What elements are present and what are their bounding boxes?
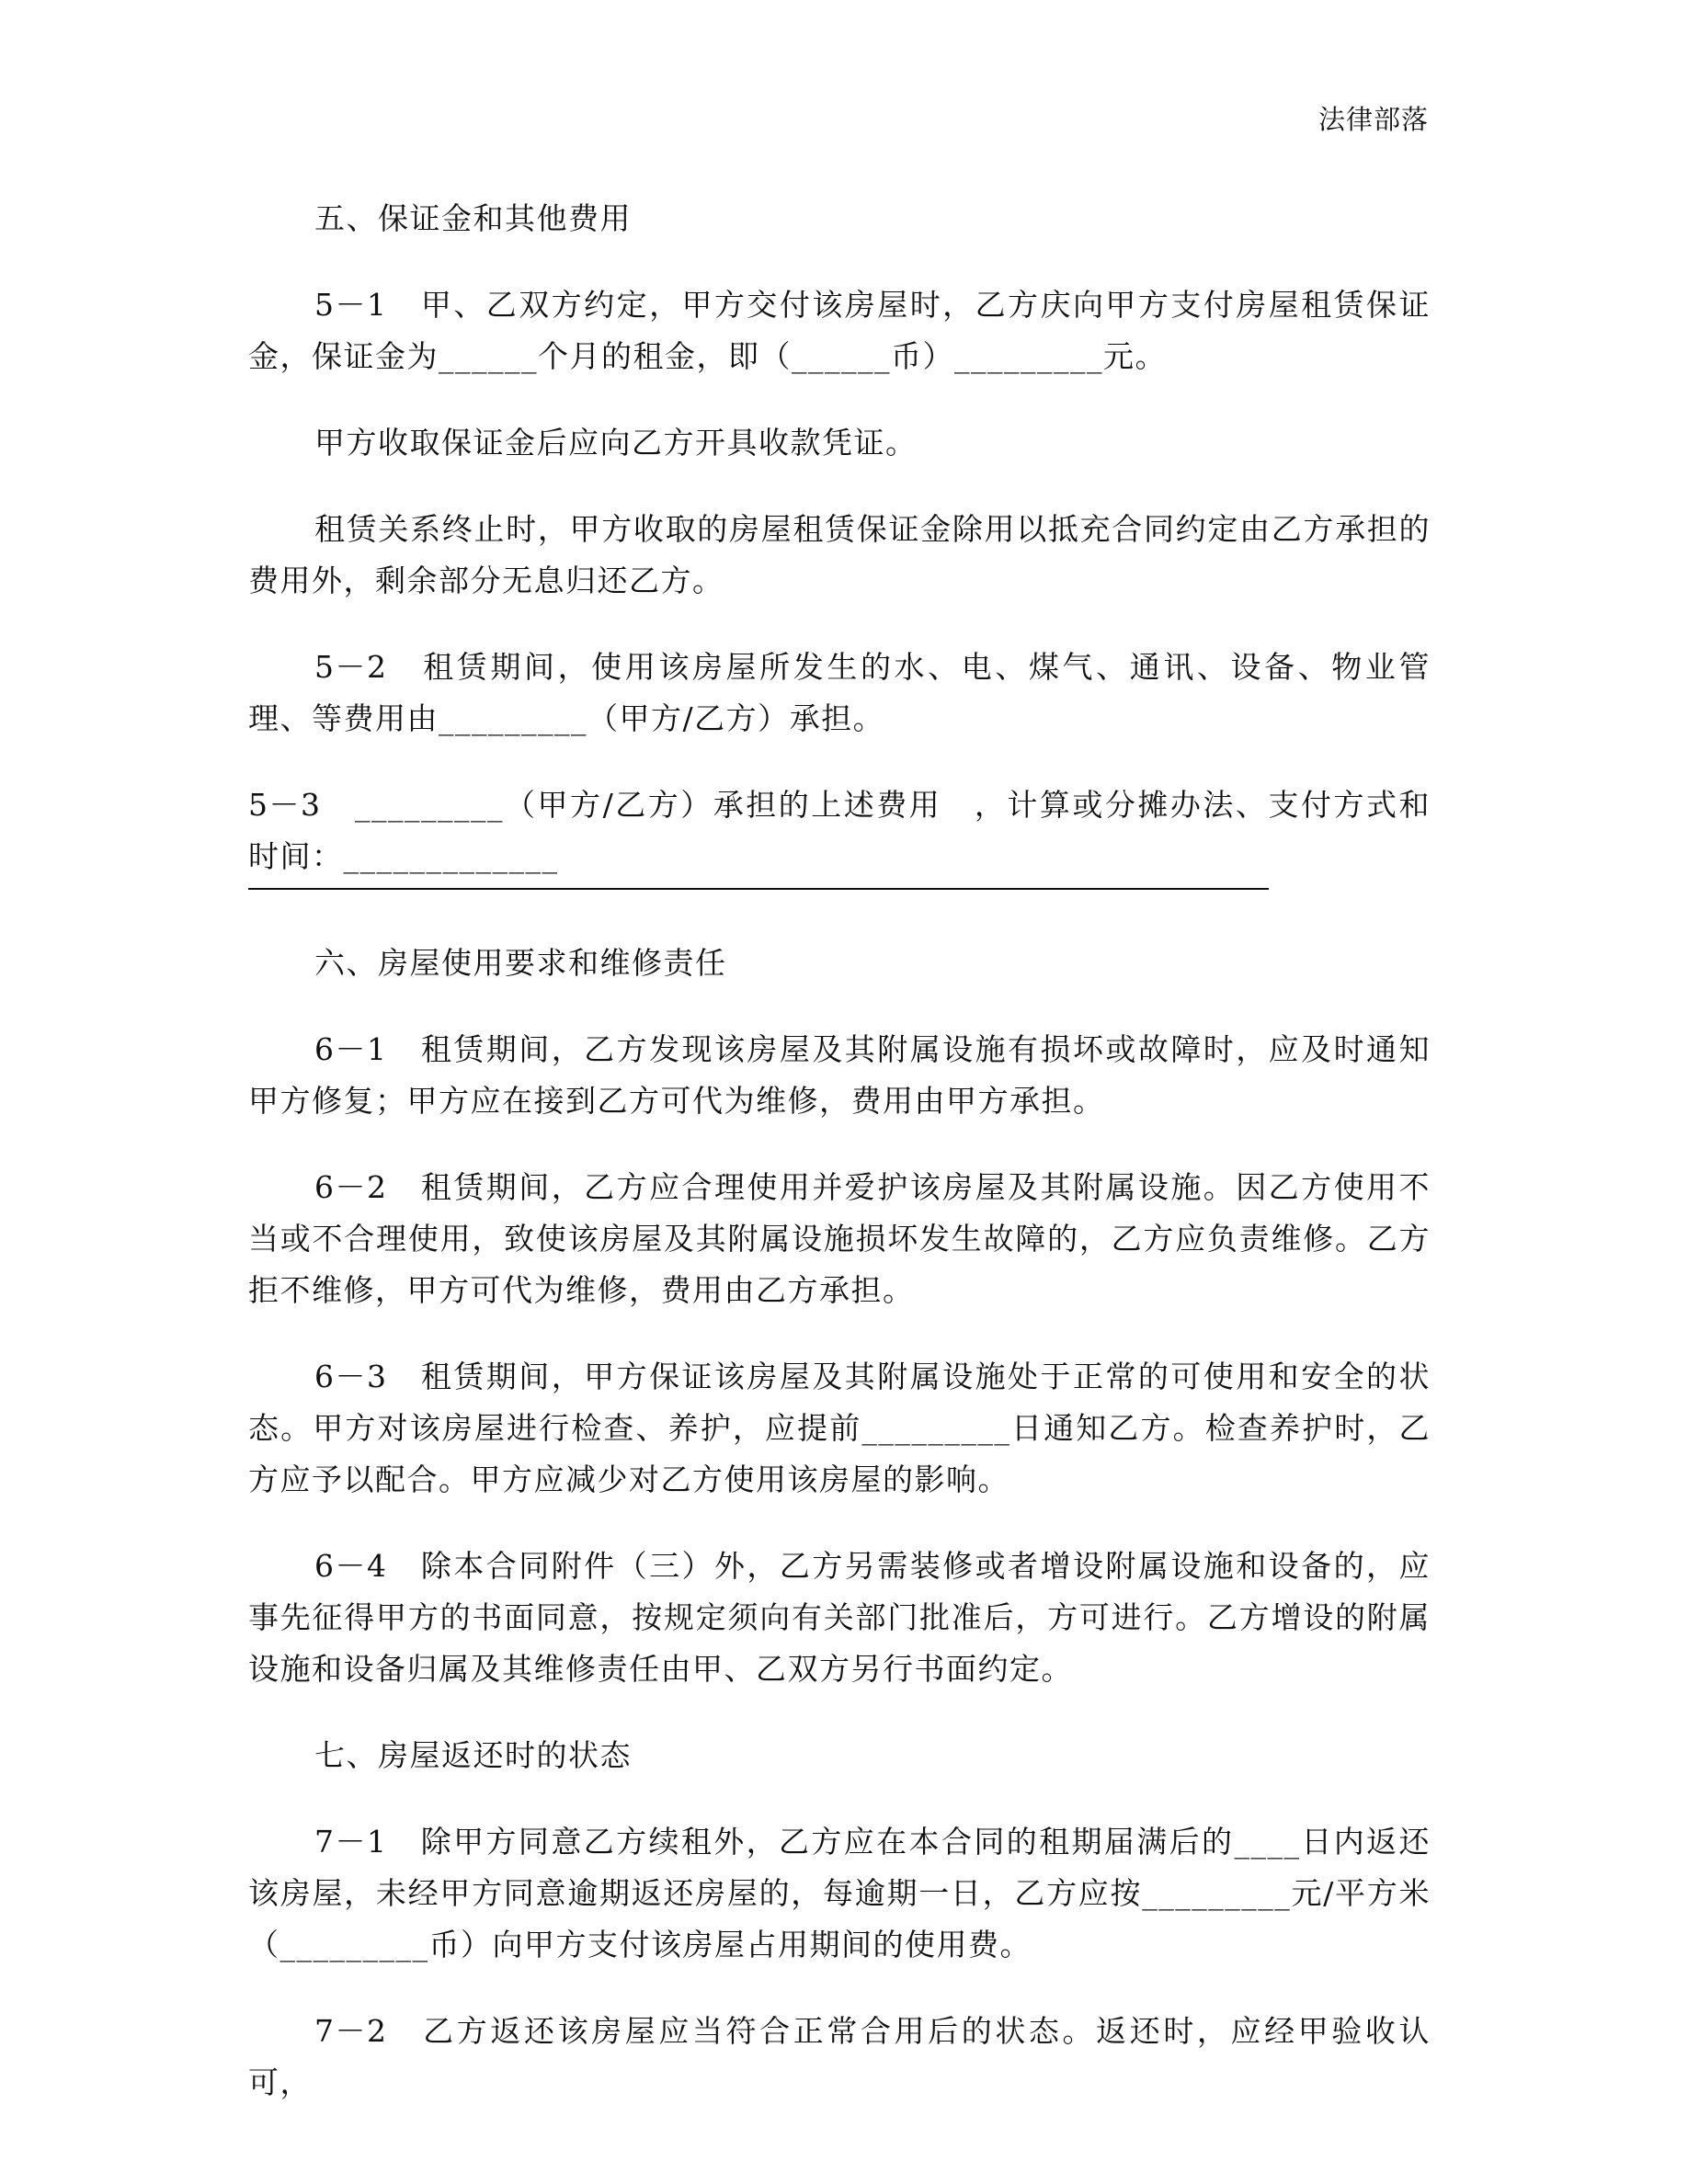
clause-6-2: 6－2 租赁期间，乙方应合理使用并爱护该房屋及其附属设施。因乙方使用不当或不合理使用，致使该房屋及其附属设施损坏发生故障的，乙方应负责维修。乙方拒不维修，甲方可代为维修，费用由乙方承担。 [248,1169,1431,1308]
section-heading-deposit: 五、保证金和其他费用 [314,200,632,236]
section-heading-usage-maintenance: 六、房屋使用要求和维修责任 [314,945,727,981]
clause-6-3: 6－3 租赁期间，甲方保证该房屋及其附属设施处于正常的可使用和安全的状态。甲方对该房屋进行检查、养护，应提前_________日通知乙方。检查养护时，乙方应予以配合。甲方应减少对乙方使用该房屋的影响。 [248,1359,1431,1497]
clause-5-2: 5－2 租赁期间，使用该房屋所发生的水、电、煤气、通讯、设备、物业管理、等费用由_________（甲方/乙方）承担。 [248,649,1431,736]
clause-7-2: 7－2 乙方返还该房屋应当符合正常合用后的状态。返还时，应经甲验收认可， [248,2013,1431,2100]
page-header-source: 法律部落 [1317,104,1429,135]
clause-6-1: 6－1 租赁期间，乙方发现该房屋及其附属设施有损坏或故障时，应及时通知甲方修复；甲方应在接到乙方可代为维修，费用由甲方承担。 [248,1031,1431,1119]
deposit-refund-paragraph: 租赁关系终止时，甲方收取的房屋租赁保证金除用以抵充合同约定由乙方承担的费用外，剩余部分无息归还乙方。 [248,511,1431,598]
clause-7-1: 7－1 除甲方同意乙方续租外，乙方应在本合同的租期届满后的____日内返还该房屋，未经甲方同意逾期返还房屋的，每逾期一日，乙方应按_________元/平方米（_________币）向甲方支付该房屋占用期间的使用费。 [248,1824,1431,1962]
document-body [248,193,1431,2144]
clause-5-3: 5－3 _________（甲方/乙方）承担的上述费用 ，计算或分摊办法、支付方式和时间：_____________ [248,787,1431,874]
section-heading-return-state: 七、房屋返还时的状态 [314,1737,632,1773]
clause-5-1: 5－1 甲、乙双方约定，甲方交付该房屋时，乙方庆向甲方支付房屋租赁保证金，保证金为______个月的租金，即（______币）_________元。 [248,287,1431,374]
fill-in-blank-line [248,888,1269,890]
clause-6-4: 6－4 除本合同附件（三）外，乙方另需装修或者增设附属设施和设备的，应事先征得甲方的书面同意，按规定须向有关部门批准后，方可进行。乙方增设的附属设施和设备归属及其维修责任由甲、乙双方另行书面约定。 [248,1548,1431,1687]
deposit-receipt-paragraph: 甲方收取保证金后应向乙方开具收款凭证。 [314,425,918,461]
